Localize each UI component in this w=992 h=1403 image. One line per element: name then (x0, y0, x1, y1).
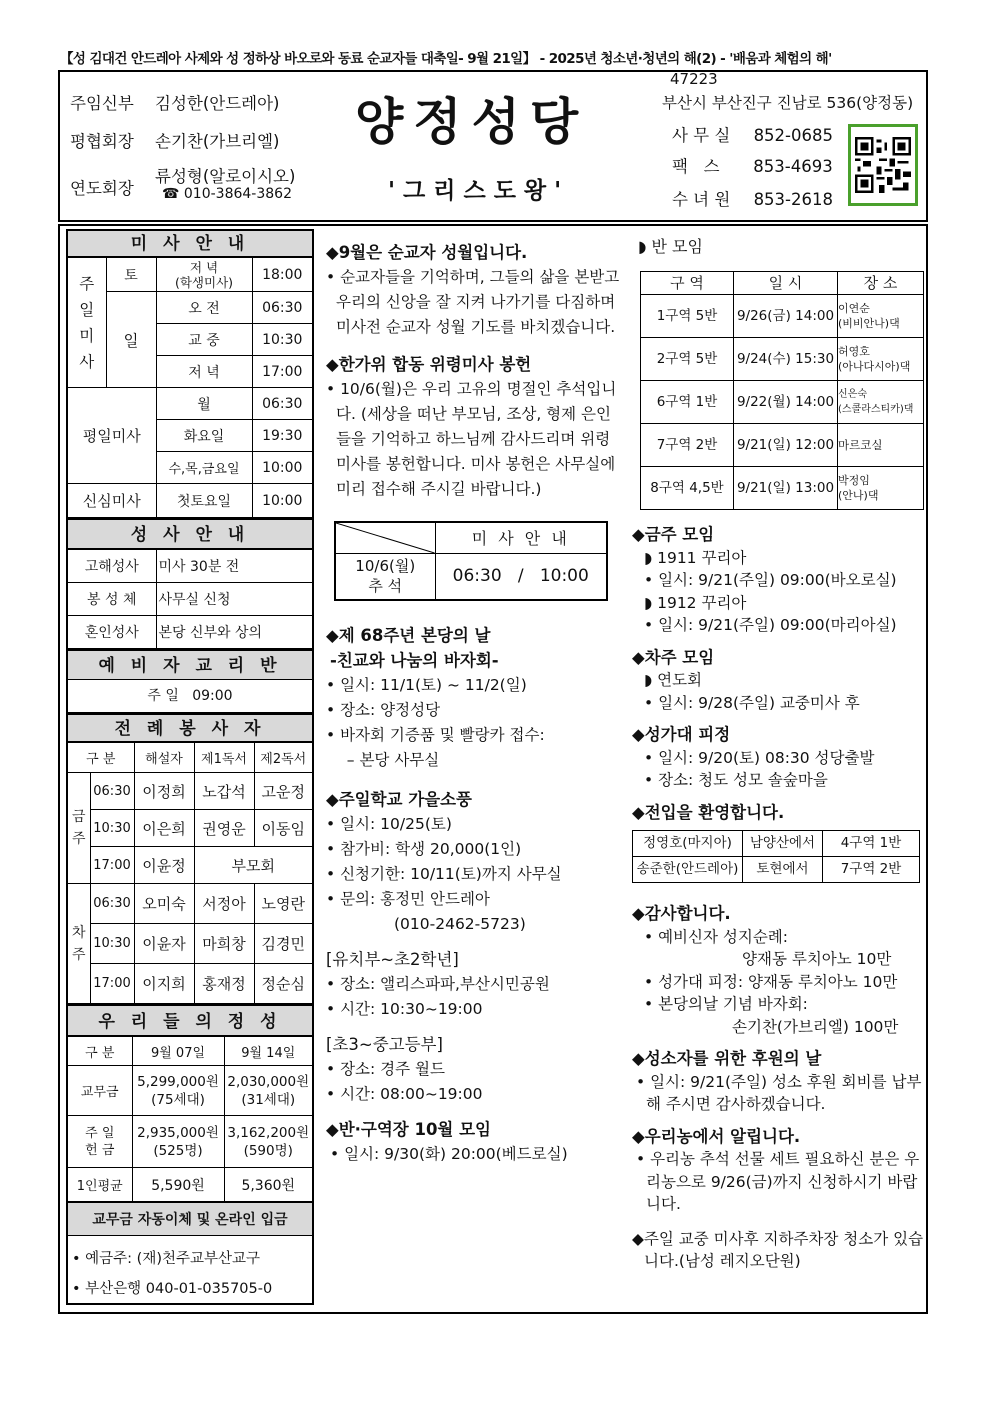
ban-date: 9/21(일) 12:00 (734, 424, 838, 467)
section-title: ◆한가위 합동 위령미사 봉헌 (326, 355, 532, 374)
mass-table (68, 257, 312, 518)
server-b: 홍재정 (194, 964, 254, 1004)
offering-label: 주 일 헌 금 (68, 1116, 132, 1168)
server-time: 06:30 (90, 773, 134, 810)
section-line: • 일시: 9/28(주일) 교중미사 후 (644, 693, 860, 712)
section-line: ◗ 1912 꾸리아 (644, 593, 747, 612)
chuseok-head: 미 사 안 내 (435, 522, 607, 554)
qr-code-icon[interactable] (848, 124, 918, 206)
mass-title: 미 사 안 내 (68, 231, 312, 257)
elder-label: 연도회장 (70, 179, 134, 198)
server-a: 이지희 (134, 964, 194, 1004)
middle-column (326, 240, 621, 1167)
section-title: ◆차주 모임 (632, 647, 715, 667)
offering-value-b: 5,360원 (224, 1168, 312, 1202)
section-line: ◗ 연도회 (644, 671, 703, 689)
section-line: • 참가비: 학생 20,000(1인) (326, 839, 522, 858)
fax-phone: 853-4693 (753, 157, 833, 176)
offering-value-b: 3,162,200원 (590명) (224, 1116, 312, 1168)
sat-label: 토 (106, 258, 156, 292)
postal-code: 47223 (670, 70, 718, 88)
fax-label: 팩 스 (672, 157, 720, 176)
sacrament-label: 봉 성 체 (68, 583, 156, 616)
welcome-from: 남양산에서 (743, 831, 823, 857)
section-title: ◆9월은 순교자 성월입니다. (326, 243, 528, 262)
sun-label: 일 (106, 292, 156, 388)
ban-place: 박정임 (안나)댁 (838, 467, 924, 510)
ban-header: 구 역 (641, 271, 734, 295)
church-motto: '그리스도왕' (388, 178, 570, 204)
section-line: • 일시: 9/30(화) 20:00(베드로실) (330, 1144, 568, 1163)
sacrament-value: 미사 30분 전 (156, 550, 312, 583)
ban-date: 9/24(수) 15:30 (734, 338, 838, 381)
offering-title: 우 리 들 의 정 성 (68, 1004, 312, 1036)
section-title: ◆감사합니다. (632, 904, 731, 923)
welcome-to: 7구역 2반 (823, 857, 920, 883)
server-time: 06:30 (90, 884, 134, 924)
offering-value-a: 2,935,000원 (525명) (132, 1116, 224, 1168)
sun-row-label: 교 중 (156, 324, 252, 356)
ban-area: 6구역 1반 (641, 381, 734, 424)
server-b: 권영운 (194, 810, 254, 847)
ban-header: 장 소 (838, 271, 924, 295)
server-a: 이은희 (134, 810, 194, 847)
server-a: 이윤자 (134, 924, 194, 964)
convent-row (672, 186, 833, 210)
section-line: • 일시: 9/21(주일) 09:00(바오로실) (644, 571, 897, 589)
server-c: 이동임 (254, 810, 312, 847)
elder-phone: ☎ 010-3864-3862 (162, 186, 292, 202)
council-row (70, 128, 279, 152)
offering-value-a: 5,590원 (132, 1168, 224, 1202)
section-line: – 본당 사무실 (332, 750, 440, 769)
section-line: (010-2462-5723) (394, 914, 526, 933)
section-subtitle: -친교와 나눔의 바자회- (330, 650, 499, 670)
sun-row-time: 10:30 (252, 324, 312, 356)
section-line: • 일시: 11/1(토) ~ 11/2(일) (326, 675, 527, 694)
offering-label: 교무금 (68, 1066, 132, 1116)
this-week-label: 금주 (68, 773, 90, 884)
auto-transfer-title: 교무금 자동이체 및 온라인 입금 (68, 1202, 312, 1236)
convent-label: 수 녀 원 (672, 190, 731, 209)
section-line: • 신청기한: 10/11(토)까지 사무실 (326, 864, 562, 883)
servers-table (68, 742, 312, 1004)
sat-eve-label: 저 녁 (학생미사) (156, 258, 252, 292)
server-c: 정순심 (254, 964, 312, 1004)
right-column (632, 236, 924, 1273)
offering-value-b: 2,030,000원 (31세대) (224, 1066, 312, 1116)
pastor-row (70, 90, 279, 114)
section-line: 양재동 루치아노 10만 (742, 950, 892, 968)
ban-place: 마르코실 (838, 424, 924, 467)
top-banner: 【성 김대건 안드레아 사제와 성 정하상 바오로와 동료 순교자들 대축일- 9월 21일】 - 2025년 청소년·청년의 해(2) - '배움과 체험의 해' (60, 51, 832, 67)
section-line: • 바자회 기증품 및 빨랑카 접수: (326, 725, 545, 744)
bank-account: • 부산은행 040-01-035705-0 (72, 1281, 273, 1297)
section-line: • 장소: 양정성당 (326, 700, 441, 719)
chuseok-table (334, 521, 608, 601)
ban-date: 9/21(일) 13:00 (734, 467, 838, 510)
section-title: ◆반·구역장 10월 모임 (326, 1119, 491, 1139)
section-title: ◆주일학교 가을소풍 (326, 789, 472, 809)
offering-table (68, 1036, 312, 1202)
elder-name: 류성형(알로이시오) (155, 167, 296, 186)
parking-clean-notice: ◆주일 교중 미사후 지하주차장 청소가 있습니다.(남성 레지오단원) (632, 1229, 924, 1270)
section-line: • 시간: 10:30~19:00 (326, 999, 483, 1018)
section-line: • 예비신자 성지순례: (644, 927, 789, 946)
section-title: [초3~중고등부] (326, 1034, 443, 1054)
ban-place: 허영호 (아나다시아)댁 (838, 338, 924, 381)
section-body: • 10/6(월)은 우리 고유의 명절인 추석입니다. (세상을 떠난 부모님, 조상, 형제 은인들을 기억하고 하느님께 감사드리며 위령미사를 봉헌합니다. 미사 봉헌은 사무실에 미리 접수해 주시길 바랍니다.) (326, 380, 617, 498)
ban-table (640, 271, 924, 511)
sacrament-value: 본당 신부와 상의 (156, 616, 312, 649)
server-time: 10:30 (90, 924, 134, 964)
section-body: • 우리농 추석 선물 세트 필요하신 분은 우리농으로 9/26(금)까지 신청하시기 바랍니다. (636, 1150, 920, 1213)
offering-header: 9월 14일 (224, 1037, 312, 1066)
section-line: • 본당의날 기념 바자회: (644, 995, 808, 1013)
section-title: ◆제 68주년 본당의 날 (326, 625, 491, 645)
section-title: ◆금주 모임 (632, 525, 715, 544)
servers-header: 해설자 (134, 743, 194, 773)
sacrament-label: 고해성사 (68, 550, 156, 583)
ban-area: 7구역 2반 (641, 424, 734, 467)
server-time: 17:00 (90, 964, 134, 1004)
chuseok-diagonal (335, 522, 435, 554)
sacrament-title: 성 사 안 내 (68, 518, 312, 549)
section-line: • 시간: 08:00~19:00 (326, 1084, 483, 1103)
server-a: 오미숙 (134, 884, 194, 924)
welcome-name: 정영호(마지아) (633, 831, 743, 857)
servers-header: 제1독서 (194, 743, 254, 773)
left-column (66, 229, 314, 1305)
welcome-table (632, 830, 920, 883)
weekday-row-label: 월 (156, 388, 252, 420)
server-a: 이정희 (134, 773, 194, 810)
section-body: • 순교자들을 기억하며, 그들의 삶을 본받고 우리의 신앙을 잘 지켜 나가기를 다짐하며 미사전 순교자 성월 기도를 바치겠습니다. (326, 268, 620, 336)
ban-date: 9/26(금) 14:00 (734, 295, 838, 338)
office-row (672, 122, 833, 146)
ban-title: ◗ 반 모임 (638, 237, 703, 256)
chuseok-day: 10/6(월) 추 석 (335, 554, 435, 600)
council-label: 평협회장 (70, 132, 134, 151)
section-line: ◗ 1911 꾸리아 (644, 548, 747, 567)
section-line: • 일시: 9/21(주일) 09:00(마리아실) (644, 616, 897, 634)
offering-header: 9월 07일 (132, 1037, 224, 1066)
sun-row-label: 오 전 (156, 292, 252, 324)
chuseok-time: 06:30 / 10:00 (435, 554, 607, 600)
offering-value-a: 5,299,000원 (75세대) (132, 1066, 224, 1116)
sunday-mass-label: 주일미사 (68, 258, 106, 388)
devotion-mass-label: 신심미사 (68, 484, 156, 518)
bank-info (68, 1236, 312, 1304)
section-body: • 일시: 9/21(주일) 성소 후원 회비를 납부해 주시면 감사하겠습니다. (636, 1072, 922, 1113)
fax-row (672, 153, 833, 177)
section-title: ◆성가대 피정 (632, 725, 731, 744)
server-b: 노갑석 (194, 773, 254, 810)
sun-row-label: 저 녁 (156, 356, 252, 388)
offering-label: 1인평균 (68, 1168, 132, 1202)
section-line: 손기찬(가브리엘) 100만 (732, 1017, 899, 1036)
ban-area: 1구역 5반 (641, 295, 734, 338)
section-line: • 일시: 9/20(토) 08:30 성당출발 (644, 748, 875, 767)
server-c: 김경민 (254, 924, 312, 964)
welcome-from: 토현에서 (743, 857, 823, 883)
weekday-mass-label: 평일미사 (68, 388, 156, 484)
weekday-row-label: 화요일 (156, 420, 252, 452)
section-line: • 일시: 10/25(토) (326, 814, 452, 833)
section-line: • 성가대 피정: 양재동 루치아노 10만 (644, 972, 898, 991)
sun-row-time: 06:30 (252, 292, 312, 324)
account-holder: • 예금주: (재)천주교부산교구 (72, 1251, 261, 1267)
ban-place: 이연순 (비비안나)댁 (838, 295, 924, 338)
sun-row-time: 17:00 (252, 356, 312, 388)
office-label: 사 무 실 (672, 126, 731, 145)
sacrament-value: 사무실 신청 (156, 583, 312, 616)
ban-place: 신은숙 (스콜라스티카)댁 (838, 381, 924, 424)
weekday-row-time: 10:00 (252, 452, 312, 484)
server-a: 이윤정 (134, 847, 194, 884)
devotion-time: 10:00 (252, 484, 312, 518)
section-line: • 장소: 경주 월드 (326, 1059, 445, 1078)
section-line: • 장소: 청도 성모 솔숲마을 (644, 771, 828, 789)
catechumen-time: 주 일 09:00 (68, 680, 312, 713)
section-line: • 문의: 홍정민 안드레아 (326, 889, 490, 908)
pastor-label: 주임신부 (70, 94, 134, 113)
server-b: 마희창 (194, 924, 254, 964)
catechumen-title: 예 비 자 교 리 반 (68, 649, 312, 680)
ban-date: 9/22(월) 14:00 (734, 381, 838, 424)
offering-header: 구 분 (68, 1037, 132, 1066)
weekday-row-time: 19:30 (252, 420, 312, 452)
server-bc: 부모회 (194, 847, 312, 884)
server-b: 서정아 (194, 884, 254, 924)
convent-phone: 853-2618 (753, 190, 834, 209)
office-phone: 852-0685 (753, 126, 834, 145)
server-time: 10:30 (90, 810, 134, 847)
servers-header: 구 분 (68, 743, 134, 773)
church-title: 양정성당 (355, 93, 589, 151)
servers-header: 제2독서 (254, 743, 312, 773)
weekday-row-label: 수,목,금요일 (156, 452, 252, 484)
section-title: [유치부~초2학년] (326, 949, 459, 969)
welcome-to: 4구역 1반 (823, 831, 920, 857)
server-c: 고운정 (254, 773, 312, 810)
weekday-row-time: 06:30 (252, 388, 312, 420)
servers-title: 전 례 봉 사 자 (68, 713, 312, 742)
section-title: ◆우리농에서 알립니다. (632, 1126, 801, 1146)
council-name: 손기찬(가브리엘) (155, 132, 280, 151)
server-c: 노영란 (254, 884, 312, 924)
section-title: ◆성소자를 위한 후원의 날 (632, 1049, 822, 1068)
ban-area: 2구역 5반 (641, 338, 734, 381)
pastor-name: 김성한(안드레아) (155, 94, 280, 113)
next-week-label: 차주 (68, 884, 90, 1004)
section-line: • 장소: 앨리스파파,부산시민공원 (326, 974, 550, 993)
welcome-name: 송준한(안드레아) (633, 857, 743, 883)
server-time: 17:00 (90, 847, 134, 884)
ban-header: 일 시 (734, 271, 838, 295)
address: 부산시 부산진구 진남로 536(양정동) (662, 94, 914, 112)
devotion-day: 첫토요일 (156, 484, 252, 518)
ban-area: 8구역 4,5반 (641, 467, 734, 510)
sat-time: 18:00 (252, 258, 312, 292)
section-title: ◆전입을 환영합니다. (632, 802, 785, 822)
sacrament-table (68, 549, 312, 649)
sacrament-label: 혼인성사 (68, 616, 156, 649)
